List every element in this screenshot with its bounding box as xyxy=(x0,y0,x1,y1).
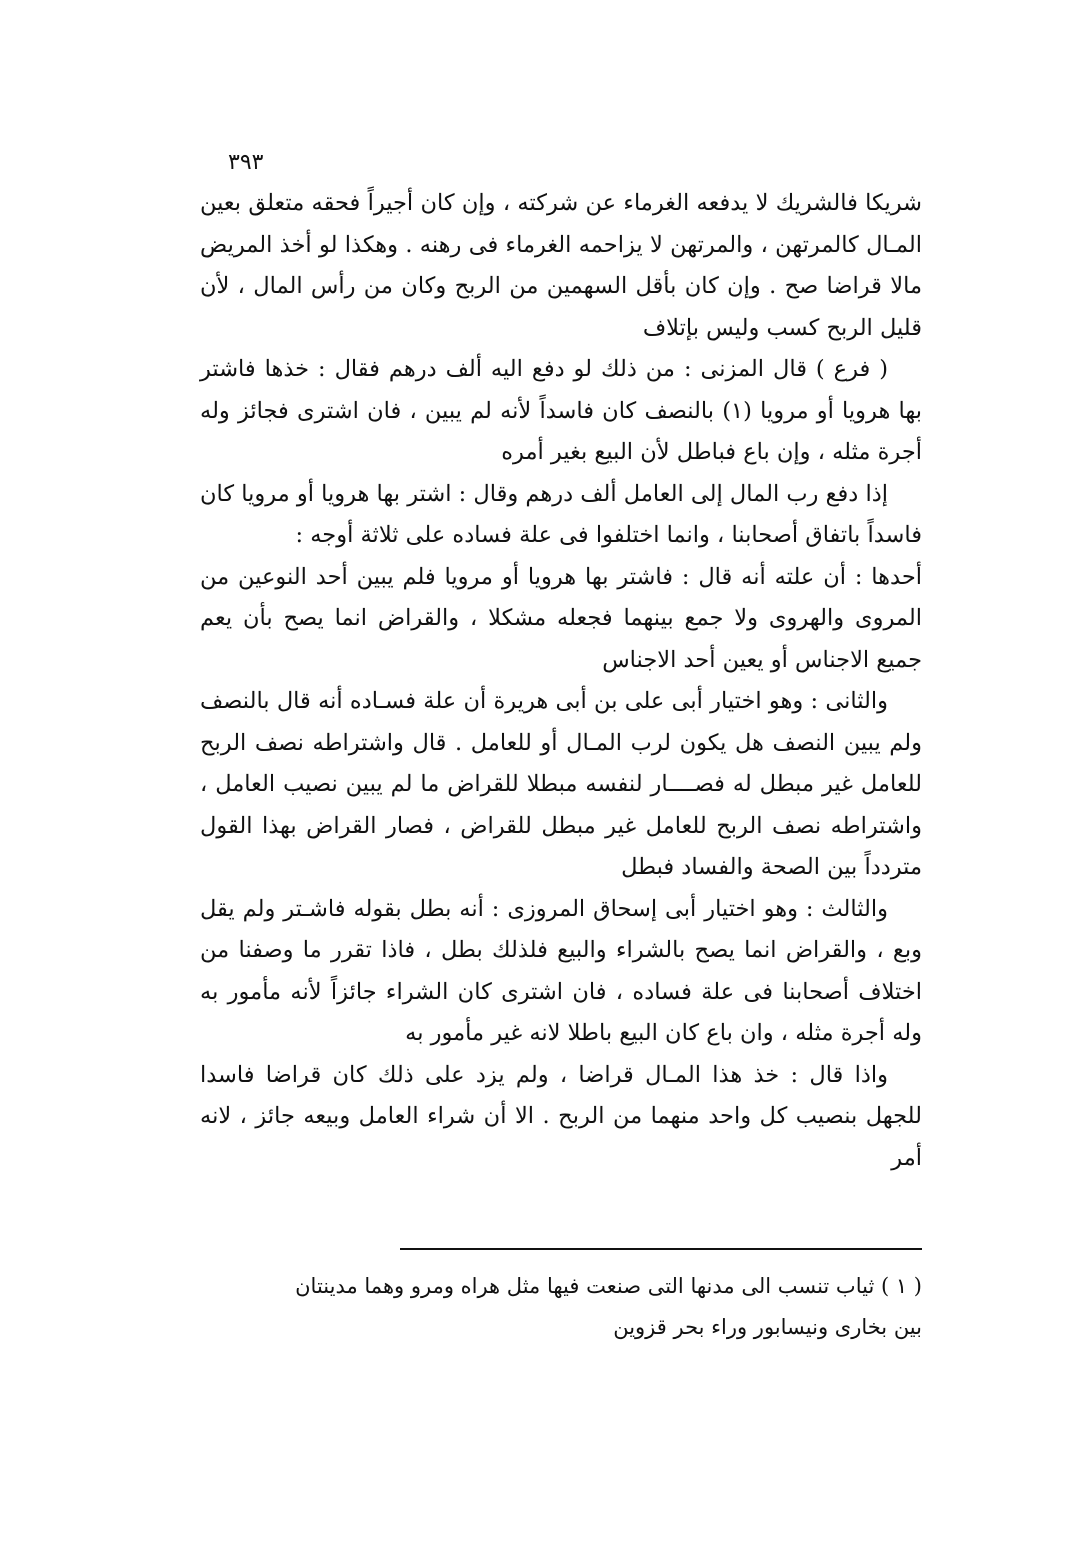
paragraph: واذا قال : خذ هذا المـال قراضا ، ولم يزد على ذلك كان قراضا فاسدا للجهل بنصيب كل واحد منهما من الربح . الا أن شراء العامل وبيعه جائز ، لانه أمر xyxy=(200,1061,922,1171)
paragraph: أحدها : أن علته أنه قال : فاشتر بها هرويا أو مرويا فلم يبين أحد النوعين من المروى والهروى ولا جمع بينهما فجعله مشكلا ، والقراض انما يصح بأن يعم جميع الاجناس أو يعين أحد الاجناس xyxy=(200,563,922,673)
paragraph: والثالث : وهو اختيار أبى إسحاق المروزى : أنه بطل بقوله فاشـتر ولم يقل وبع ، والقراض انما يصح بالشراء والبيع فلذلك بطل ، فاذا تقرر ما وصفنا من اختلاف أصحابنا فى علة فساده ، فان اشترى كان الشراء جائزاً لأنه مأمور به وله أجرة مثله ، وان باع كان البيع باطلا لانه غير مأمور به xyxy=(200,895,922,1046)
paragraph: ( فرع ) قال المزنى : من ذلك لو دفع اليه ألف درهم فقال : خذها فاشتر بها هرويا أو مرويا (١) بالنصف كان فاسداً لأنه لم يبين ، فان اشترى فجائز وله أجرة مثله ، وإن باع فباطل لأن البيع بغير أمره xyxy=(200,356,922,465)
main-text xyxy=(200,183,922,1179)
footnote-line: ( ١ ) ثياب تنسب الى مدنها التى صنعت فيها مثل هراه ومرو وهما مدينتان xyxy=(295,1274,922,1298)
footnote-divider xyxy=(400,1248,922,1250)
paragraph: إذا دفع رب المال إلى العامل ألف درهم وقال : اشتر بها هرويا أو مرويا كان فاسداً باتفاق أصحابنا ، وانما اختلفوا فى علة فساده على ثلاثة أوجه : xyxy=(200,480,922,548)
footnotes xyxy=(200,1266,922,1348)
paragraph: والثانى : وهو اختيار أبى على بن أبى هريرة أن علة فسـاده أنه قال بالنصف ولم يبين النصف هل يكون لرب المـال أو للعامل . قال واشتراطه نصف الربح للعامل غير مبطل له فصــــار لنفسه مبطلا للقراض ما لم يبين نصيب العامل ، واشتراطه نصف الربح للعامل غير مبطل للقراض ، فصار القراض بهذا القول متردداً بين الصحة والفساد فبطل xyxy=(200,688,922,880)
footnote-line: بين بخارى ونيسابور وراء بحر قزوين xyxy=(613,1315,922,1339)
page-number: ٣٩٣ xyxy=(228,150,264,175)
paragraph: شريكا فالشريك لا يدفعه الغرماء عن شركته ، وإن كان أجيراً فحقه متعلق بعين المـال كالمرتهن ، والمرتهن لا يزاحمه الغرماء فى رهنه . وهكذا لو أخذ المريض مالا قراضا صح . وإن كان بأقل السهمين من الربح وكان من رأس المال ، لأن قليل الربح كسب وليس بإتلاف xyxy=(200,190,922,341)
